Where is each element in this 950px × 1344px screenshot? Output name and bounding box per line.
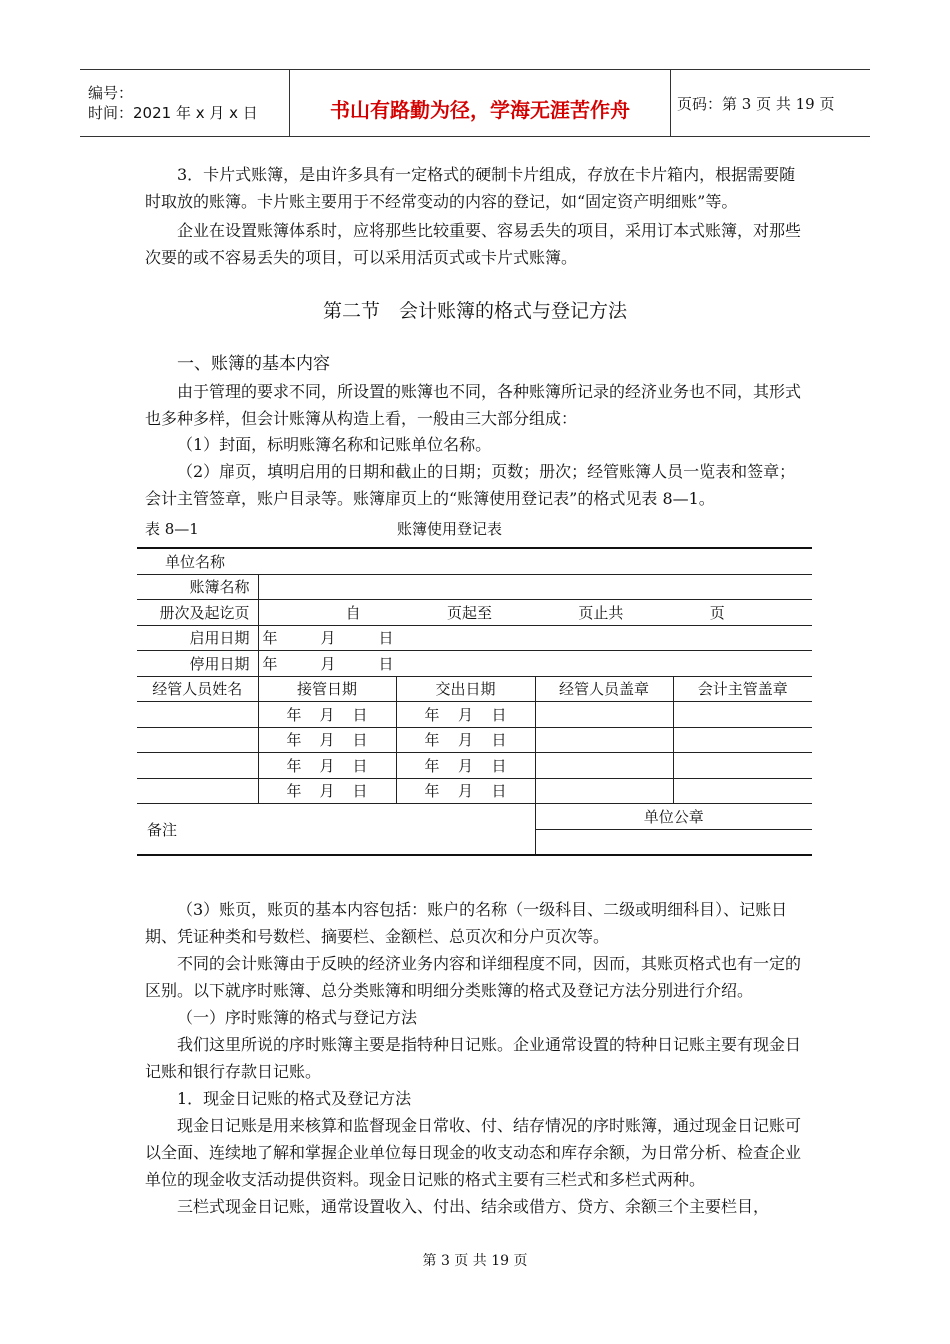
book-name-label: 账簿名称: [137, 574, 258, 600]
paragraph: （1）封面，标明账簿名称和记账单位名称。: [177, 435, 492, 454]
table-row: 年 月 日 年 月 日: [137, 778, 812, 804]
paragraph: 企业在设置账簿体系时，应将那些比较重要、容易丢失的项目，采用订本式账簿，对那些次要的或不容易丢失的项目，可以采用活页式或卡片式账簿。: [145, 221, 802, 267]
doc-number-label: 编号：: [88, 84, 134, 102]
page-footer: 第 3 页 共 19 页: [422, 1253, 528, 1269]
volume-pages-value: 自 页起至 页止共 页: [258, 600, 812, 626]
col-header-chief-seal: 会计主管盖章: [673, 676, 812, 702]
volume-pages-label: 册次及起讫页: [137, 600, 258, 626]
sub-title: 一、账簿的基本内容: [177, 354, 330, 374]
col-header-takeover: 接管日期: [258, 676, 396, 702]
paragraph: （3）账页，账页的基本内容包括：账户的名称（一级科目、二级或明细科目）、记账日期、凭证种类和号数栏、摘要栏、金额栏、总页次和分户页次等。: [145, 900, 788, 946]
col-header-keeper: 经管人员姓名: [137, 676, 258, 702]
table-title: 账簿使用登记表: [397, 520, 503, 538]
start-date-value: 年 月 日: [258, 625, 812, 651]
remarks-label: 备注: [137, 804, 535, 856]
table-number: 表 8—1: [145, 520, 199, 538]
table-row: 年 月 日 年 月 日: [137, 753, 812, 779]
paragraph: 不同的会计账簿由于反映的经济业务内容和详细程度不同，因而，其账页格式也有一定的区别。以下就序时账簿、总分类账簿和明细分类账簿的格式及登记方法分别进行介绍。: [145, 954, 802, 1000]
paragraph: （一）序时账簿的格式与登记方法: [177, 1008, 418, 1027]
table-row: 年 月 日 年 月 日: [137, 727, 812, 753]
paragraph: （2）扉页，填明启用的日期和截止的日期；页数；册次；经管账簿人员一览表和签章；会计主管签章，账户目录等。账簿扉页上的“账簿使用登记表”的格式见表 8—1。: [145, 462, 796, 508]
col-header-keeper-seal: 经管人员盖章: [535, 676, 673, 702]
paragraph: 三栏式现金日记账，通常设置收入、付出、结余或借方、贷方、余额三个主要栏目，: [177, 1197, 770, 1216]
page-header: [80, 69, 870, 137]
paragraph: 3．卡片式账簿，是由许多具有一定格式的硬制卡片组成，存放在卡片箱内，根据需要随时取放的账簿。卡片账主要用于不经常变动的内容的登记，如“固定资产明细账”等。: [145, 165, 796, 211]
table-row: 年 月 日 年 月 日: [137, 702, 812, 728]
paragraph: 1．现金日记账的格式及登记方法: [177, 1089, 412, 1108]
paragraph: 我们这里所说的序时账簿主要是指特种日记账。企业通常设置的特种日记账主要有现金日记账和银行存款日记账。: [145, 1035, 802, 1081]
paragraph: 现金日记账是用来核算和监督现金日常收、付、结存情况的序时账簿，通过现金日记账可以全面、连续地了解和掌握企业单位每日现金的收支动态和库存余额，为日常分析、检查企业单位的现金收支活动提供资料。现金日记账的格式主要有三栏式和多栏式两种。: [145, 1116, 802, 1189]
doc-time-label: 时间：2021 年 x 月 x 日: [88, 104, 258, 122]
book-name-value: [258, 574, 812, 600]
unit-seal-value: [535, 829, 812, 855]
paragraph: 由于管理的要求不同，所设置的账簿也不同，各种账簿所记录的经济业务也不同，其形式也多种多样，但会计账簿从构造上看，一般由三大部分组成：: [145, 382, 802, 428]
stop-date-value: 年 月 日: [258, 651, 812, 677]
header-meta: [80, 70, 290, 137]
col-header-handover: 交出日期: [396, 676, 535, 702]
unit-seal-label: 单位公章: [535, 804, 812, 830]
section-title: 第二节 会计账簿的格式与登记方法: [322, 300, 627, 322]
register-table: [137, 547, 812, 856]
unit-name-label: 单位名称: [137, 548, 812, 574]
header-motto: 书山有路勤为径，学海无涯苦作舟: [290, 70, 671, 137]
stop-date-label: 停用日期: [137, 651, 258, 677]
start-date-label: 启用日期: [137, 625, 258, 651]
header-page-info: 页码：第 3 页 共 19 页: [677, 94, 835, 113]
